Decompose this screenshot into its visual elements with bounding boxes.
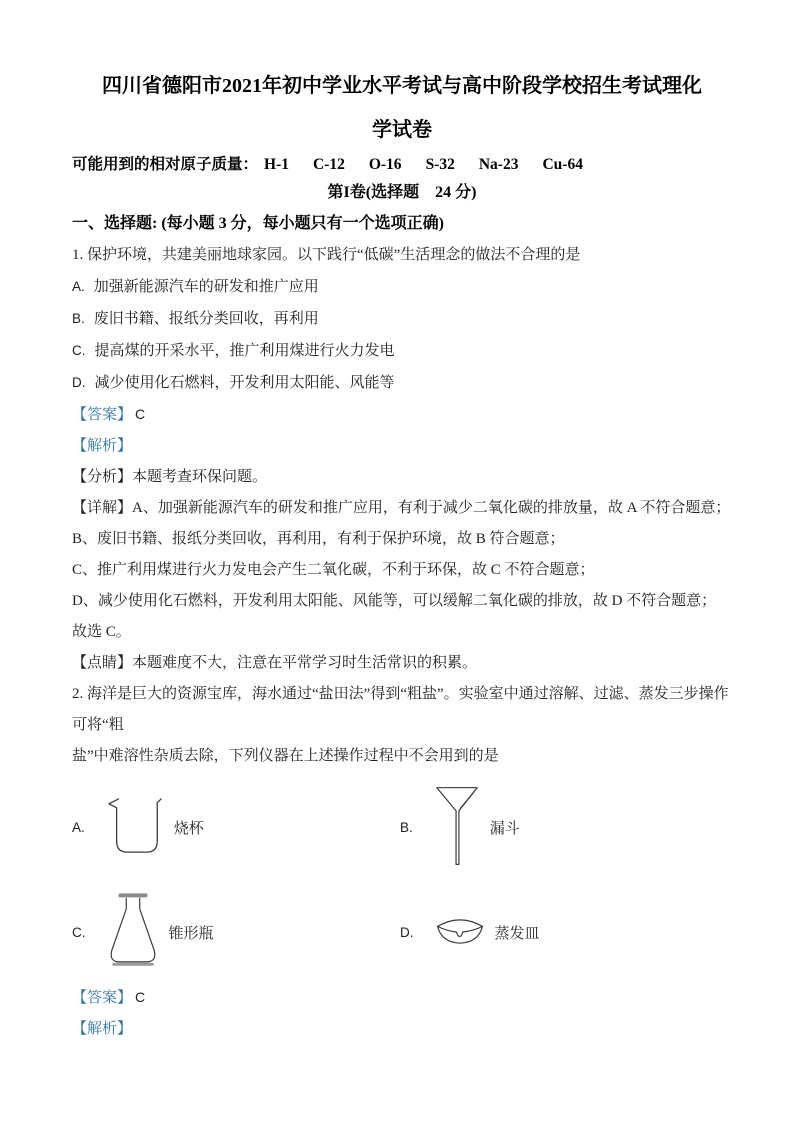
option-letter: C. bbox=[72, 924, 86, 940]
question2-options-row1 bbox=[72, 772, 732, 882]
atomic-value: O-16 bbox=[368, 156, 402, 173]
answer-tag: 【答案】 bbox=[72, 407, 133, 423]
question1-option-d bbox=[72, 367, 732, 399]
question1-conclusion: 故选 C。 bbox=[72, 624, 131, 640]
question2-option-c bbox=[72, 892, 400, 972]
answer-tag: 【答案】 bbox=[72, 990, 133, 1006]
option-letter: A. bbox=[72, 819, 85, 835]
explanation-tag: 【解析】 bbox=[72, 1021, 133, 1037]
question2-stem-line2: 盐”中难溶性杂质去除，下列仪器在上述操作过程中不会用到的是 bbox=[72, 748, 499, 764]
question1-answer-line bbox=[72, 399, 732, 431]
apparatus-name: 蒸发皿 bbox=[494, 925, 540, 942]
apparatus-name: 漏斗 bbox=[489, 820, 520, 837]
atomic-value: Na-23 bbox=[478, 156, 519, 173]
volume-header: 第I卷(选择题 24 分) bbox=[327, 184, 477, 201]
question2-option-b bbox=[400, 784, 520, 870]
atomic-value: Cu-64 bbox=[542, 156, 583, 173]
analysis-tag: 【分析】 bbox=[72, 469, 133, 485]
atomic-mass-line bbox=[72, 152, 732, 178]
question2-stem-line1: 2. 海洋是巨大的资源宝库，海水通过“盐田法”得到“粗盐”。实验室中通过溶解、过滤、蒸发三步操作可将“粗 bbox=[72, 686, 729, 733]
atomic-value: C-12 bbox=[312, 156, 345, 173]
funnel-icon bbox=[434, 784, 480, 870]
option-text: 提高煤的开采水平，推广利用煤进行火力发电 bbox=[94, 343, 395, 359]
atomic-mass-label: 可能用到的相对原子质量： bbox=[72, 156, 259, 173]
question1-stem: 1. 保护环境，共建美丽地球家园。以下践行“低碳”生活理念的做法不合理的是 bbox=[72, 247, 581, 263]
question1-detail-line-d: D、减少使用化石燃料，开发利用太阳能、风能等，可以缓解二氧化碳的排放，故 D 不符合题意； bbox=[72, 593, 717, 609]
question1-option-c bbox=[72, 335, 732, 367]
question1-option-a bbox=[72, 271, 732, 303]
question2-option-d bbox=[400, 918, 540, 946]
detail-text: A、加强新能源汽车的研发和推广应用，有利于减少二氧化碳的排放量，故 A 不符合题意； bbox=[132, 500, 731, 516]
question1-tip-line bbox=[72, 648, 732, 679]
option-text: 废旧书籍、报纸分类回收，再利用 bbox=[93, 311, 319, 327]
option-text: 加强新能源汽车的研发和推广应用 bbox=[93, 279, 319, 295]
tip-tag: 【点睛】 bbox=[72, 655, 133, 671]
question1-explanation-line bbox=[72, 431, 732, 462]
apparatus-name: 烧杯 bbox=[173, 820, 204, 837]
question2-options-row2 bbox=[72, 882, 732, 982]
apparatus-name: 锥形瓶 bbox=[168, 925, 214, 942]
section-header: 一、选择题: (每小题 3 分，每小题只有一个选项正确) bbox=[72, 215, 444, 232]
option-letter: B. bbox=[72, 311, 85, 326]
option-text: 减少使用化石燃料，开发利用太阳能、风能等 bbox=[94, 375, 395, 391]
question1-detail-line-a bbox=[72, 493, 732, 524]
option-letter: C. bbox=[72, 343, 86, 358]
option-letter: A. bbox=[72, 279, 85, 294]
question2-answer-line bbox=[72, 982, 732, 1014]
question1-detail-line-c: C、推广利用煤进行火力发电会产生二氧化碳，不利于环保，故 C 不符合题意； bbox=[72, 562, 595, 578]
option-letter: D. bbox=[400, 924, 414, 940]
answer-value: C bbox=[135, 406, 146, 422]
tip-text: 本题难度不大，注意在平常学习时生活常识的积累。 bbox=[132, 655, 478, 671]
page-title-line1: 四川省德阳市2021年初中学业水平考试与高中阶段学校招生考试理化 bbox=[102, 75, 702, 97]
option-letter: B. bbox=[400, 819, 413, 835]
beaker-icon bbox=[106, 796, 164, 858]
answer-value: C bbox=[135, 989, 146, 1005]
evaporating-dish-icon bbox=[435, 918, 485, 946]
option-letter: D. bbox=[72, 375, 86, 390]
question1-option-b bbox=[72, 303, 732, 335]
atomic-value: S-32 bbox=[425, 156, 455, 173]
question2-explanation-line bbox=[72, 1014, 732, 1045]
atomic-value: H-1 bbox=[264, 156, 289, 173]
page-title-line2: 学试卷 bbox=[372, 119, 432, 141]
question1-detail-line-b: B、废旧书籍、报纸分类回收，再利用，有利于保护环境，故 B 符合题意； bbox=[72, 531, 565, 547]
analysis-text: 本题考查环保问题。 bbox=[132, 469, 268, 485]
conical-flask-icon bbox=[107, 892, 159, 972]
question1-analysis-line bbox=[72, 462, 732, 493]
explanation-tag: 【解析】 bbox=[72, 438, 133, 454]
question2-option-a bbox=[72, 796, 400, 858]
detail-tag: 【详解】 bbox=[72, 500, 133, 516]
